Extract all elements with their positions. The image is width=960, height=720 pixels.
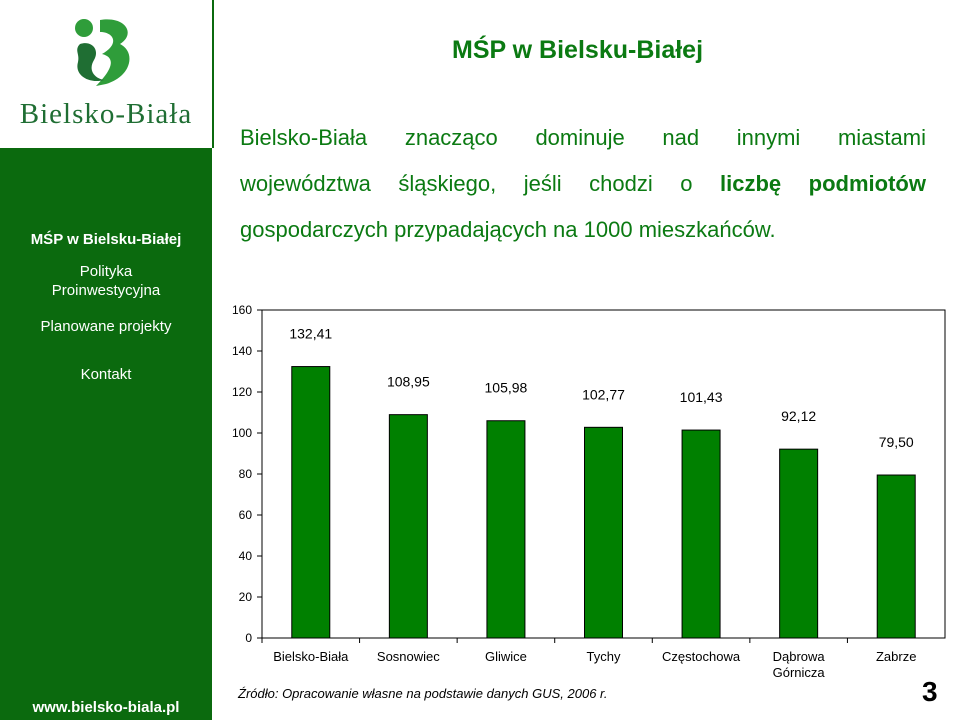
slide-title: MŚP w Bielsku-Białej xyxy=(452,36,704,64)
bar xyxy=(389,415,427,638)
nav-item-msp[interactable]: MŚP w Bielsku-Białej xyxy=(30,231,182,248)
y-tick-label: 0 xyxy=(245,631,252,645)
nav-item-projekty[interactable]: Planowane projekty xyxy=(40,318,172,335)
intro-word: dominuje xyxy=(535,125,625,150)
bar xyxy=(877,475,915,638)
y-tick-label: 80 xyxy=(238,467,252,481)
y-tick-label: 100 xyxy=(231,426,252,440)
bar-value-label: 102,77 xyxy=(582,386,625,403)
intro-highlight-word: liczbę xyxy=(720,171,782,196)
intro-word: miastami xyxy=(837,125,926,150)
bar xyxy=(487,421,525,638)
x-category-label: Zabrze xyxy=(875,649,917,664)
bar xyxy=(585,427,623,638)
intro-word: o xyxy=(680,171,693,196)
intro-line-3: gospodarczych przypadających na 1000 mieszkańców. xyxy=(240,217,776,242)
y-tick-label: 160 xyxy=(231,303,252,317)
intro-word: innymi xyxy=(736,125,801,150)
x-category-label: Tychy xyxy=(586,649,621,664)
intro-word: chodzi xyxy=(589,171,653,196)
intro-word: jeśli xyxy=(523,171,562,196)
bar-value-label: 101,43 xyxy=(679,389,723,406)
nav-item-polityka[interactable]: Polityka Proinwestycyjna xyxy=(51,263,161,299)
x-category-label: Górnicza xyxy=(772,665,825,680)
nav-item-kontakt[interactable]: Kontakt xyxy=(80,366,132,383)
bar-value-label: 105,98 xyxy=(484,379,528,396)
footer-url-link[interactable]: www.bielsko-biala.pl xyxy=(32,699,180,716)
bar-value-label: 79,50 xyxy=(878,434,914,451)
bar xyxy=(292,367,330,638)
source-note: Źródło: Opracowanie własne na podstawie danych GUS, 2006 r. xyxy=(238,686,608,701)
page-number: 3 xyxy=(922,676,938,707)
bar-value-label: 132,41 xyxy=(289,325,333,342)
x-category-label: Dąbrowa xyxy=(772,649,825,664)
logo-text: Bielsko-Biała xyxy=(19,98,193,130)
y-tick-label: 140 xyxy=(231,344,252,358)
intro-word: Bielsko-Biała xyxy=(240,125,368,150)
intro-word: województwa xyxy=(240,171,371,196)
x-category-label: Bielsko-Biała xyxy=(273,649,349,664)
y-tick-label: 120 xyxy=(231,385,252,399)
y-tick-label: 40 xyxy=(238,549,252,563)
x-category-label: Gliwice xyxy=(484,649,527,664)
intro-word: nad xyxy=(662,125,700,150)
intro-word: znacząco xyxy=(404,125,498,150)
x-category-label: Sosnowiec xyxy=(376,649,440,664)
intro-word: śląskiego, xyxy=(398,171,497,196)
bar-value-label: 92,12 xyxy=(781,408,817,425)
bar-value-label: 108,95 xyxy=(386,373,430,390)
bar xyxy=(682,430,720,638)
y-tick-label: 20 xyxy=(238,590,252,604)
x-category-label: Częstochowa xyxy=(662,649,741,664)
intro-highlight-word: podmiotów xyxy=(808,171,926,196)
y-tick-label: 60 xyxy=(238,508,252,522)
bar xyxy=(780,449,818,638)
